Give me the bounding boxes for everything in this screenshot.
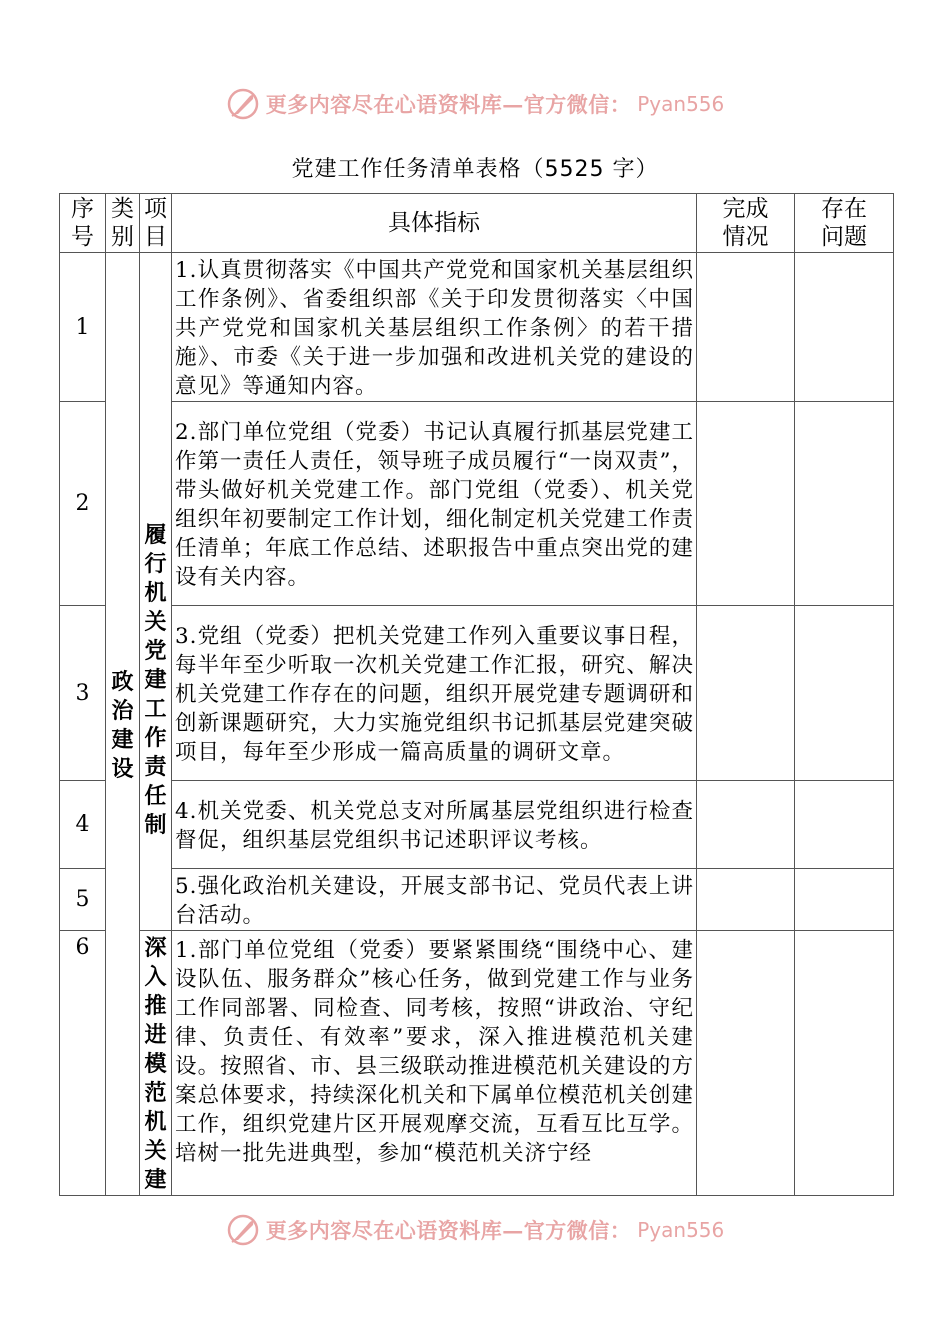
feather-pen-logo-icon: [226, 1213, 260, 1247]
table-row: [60, 931, 894, 1196]
indicator-text: 1.认真贯彻落实《中国共产党党和国家机关基层组织工作条例》、省委组织部《关于印发贯彻落实〈中国共产党党和国家机关基层组织工作条例〉的若干措施》、市委《关于进一步加强和改进机关党的建设的意见》等通知内容。: [175, 258, 694, 399]
table-row: [60, 781, 894, 869]
table-row: [60, 606, 894, 781]
project-label: 履行机关党建工作责任制: [144, 522, 167, 838]
indicator-text: 1.部门单位党组（党委）要紧紧围绕“围绕中心、建设队伍、服务群众”核心任务，做到党建工作与业务工作同部署、同检查、同考核，按照“讲政治、守纪律、负责任、有效率”要求，深入推进模范机关建设。按照省、市、县三级联动推进模范机关建设的方案总体要求，持续深化机关和下属单位模范机关创建工作，组织党建片区开展观摩交流，互看互比互学。培树一批先进典型，参加“模范机关济宁经: [175, 937, 694, 1166]
header-project: 项目: [140, 194, 172, 253]
indicator-cell: [172, 781, 697, 869]
status-cell: [697, 606, 795, 781]
indicator-cell: [172, 253, 697, 402]
document-title: 党建工作任务清单表格（5525 字）: [291, 157, 659, 182]
indicator-cell: [172, 869, 697, 931]
indicator-cell: [172, 931, 697, 1196]
header-watermark-banner: [0, 84, 950, 124]
indicator-text: 4.机关党委、机关党总支对所属基层党组织进行检查督促，组织基层党组织书记述职评议考核。: [175, 799, 694, 853]
table-row: [60, 253, 894, 402]
issues-cell: [795, 781, 894, 869]
row-seq: 6: [60, 931, 106, 1196]
issues-cell: [795, 931, 894, 1196]
banner-text: 更多内容尽在心语资料库—官方微信：: [265, 1218, 632, 1243]
category-cell: [106, 253, 140, 1196]
row-seq: 3: [60, 606, 106, 781]
status-cell: [697, 869, 795, 931]
project-cell: [140, 253, 172, 931]
project-cell: [140, 931, 172, 1196]
issues-cell: [795, 402, 894, 606]
header-seq: 序号: [60, 194, 106, 253]
status-cell: [697, 931, 795, 1196]
row-seq: 5: [60, 869, 106, 931]
indicator-text: 3.党组（党委）把机关党建工作列入重要议事日程，每半年至少听取一次机关党建工作汇报，研究、解决机关党建工作存在的问题，组织开展党建专题调研和创新课题研究，大力实施党组织书记抓基层党建突破项目，每年至少形成一篇高质量的调研文章。: [175, 624, 694, 765]
issues-cell: [795, 253, 894, 402]
header-indicator: 具体指标: [172, 194, 697, 253]
table-row: [60, 869, 894, 931]
header-category: 类别: [106, 194, 140, 253]
row-seq: 4: [60, 781, 106, 869]
footer-watermark-banner: [0, 1210, 950, 1250]
row-seq: 1: [60, 253, 106, 402]
indicator-text: 5.强化政治机关建设，开展支部书记、党员代表上讲台活动。: [175, 874, 694, 928]
banner-wechat-id: Pyan556: [637, 1218, 725, 1242]
indicator-text: 2.部门单位党组（党委）书记认真履行抓基层党建工作第一责任人责任，领导班子成员履行“一岗双责”，带头做好机关党建工作。部门党组（党委）、机关党组织年初要制定工作计划，细化制定机关党建工作责任清单；年底工作总结、述职报告中重点突出党的建设有关内容。: [175, 420, 694, 590]
banner-text: 更多内容尽在心语资料库—官方微信：: [265, 92, 632, 117]
status-cell: [697, 781, 795, 869]
header-issues: 存在问题: [795, 194, 894, 253]
row-seq: 2: [60, 402, 106, 606]
table-header-row: [60, 194, 894, 253]
task-list-table: [59, 193, 894, 1196]
issues-cell: [795, 869, 894, 931]
banner-wechat-id: Pyan556: [637, 92, 725, 116]
feather-pen-logo-icon: [226, 87, 260, 121]
status-cell: [697, 253, 795, 402]
category-label: 政治建设: [111, 668, 134, 782]
table-row: [60, 402, 894, 606]
project-label: 深入推进模范机关建: [144, 935, 167, 1193]
indicator-cell: [172, 606, 697, 781]
status-cell: [697, 402, 795, 606]
header-status: 完成情况: [697, 194, 795, 253]
issues-cell: [795, 606, 894, 781]
indicator-cell: [172, 402, 697, 606]
